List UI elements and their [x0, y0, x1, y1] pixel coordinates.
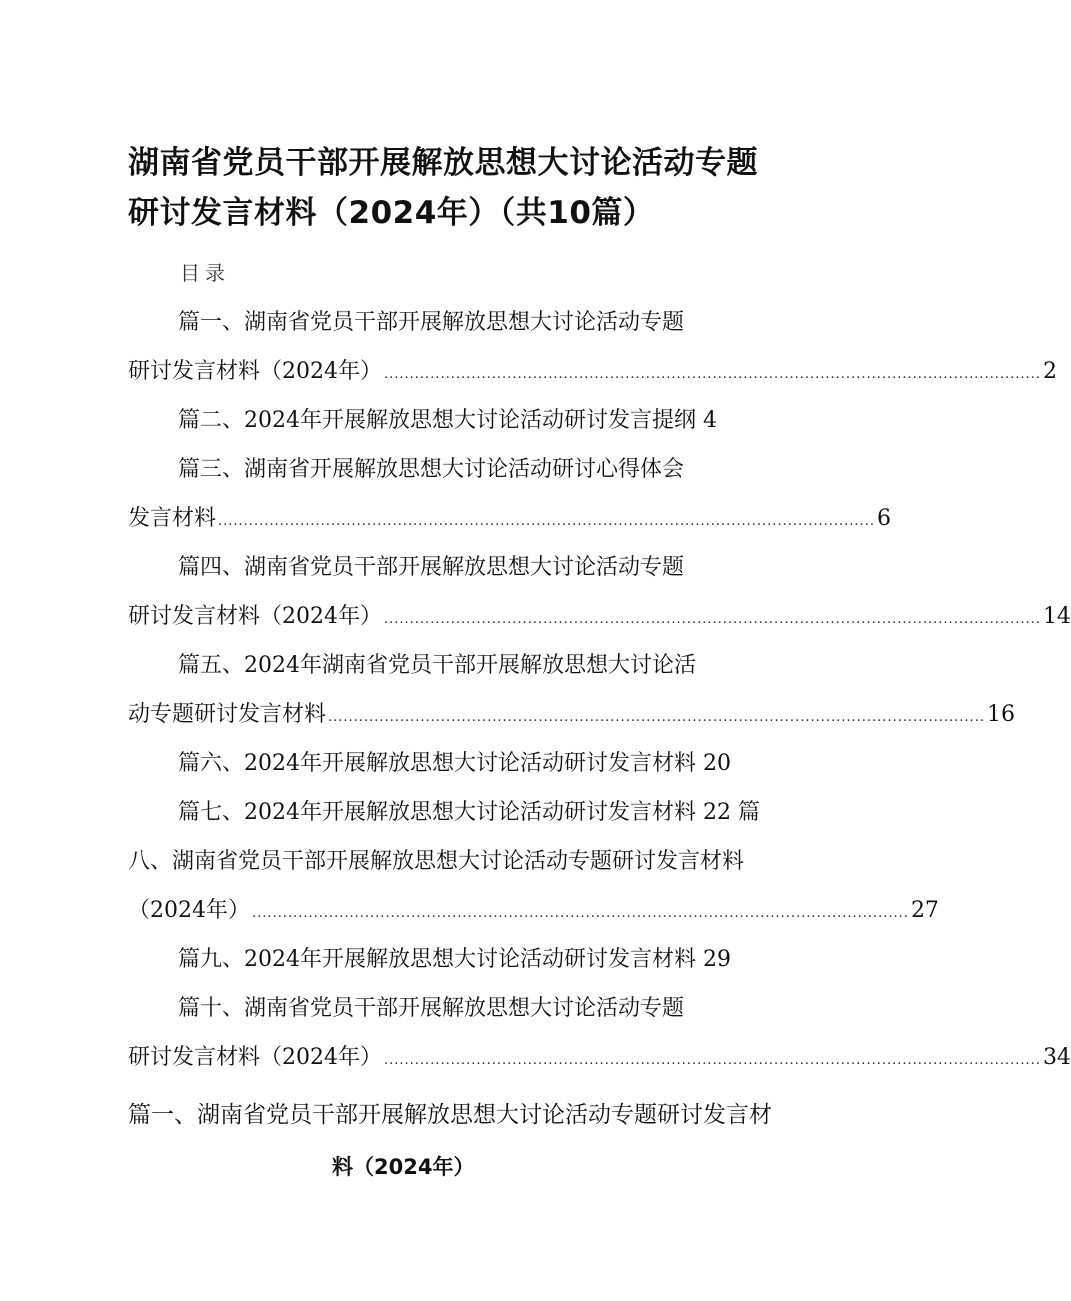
- toc-entry-10-page: 34: [1042, 1045, 1071, 1070]
- section-heading-line-1: 篇一、湖南省党员干部开展解放思想大讨论活动专题研讨发言材: [128, 1102, 772, 1128]
- toc-entry-4-text: 研讨发言材料（2024年）: [128, 604, 382, 629]
- toc-entry-1-page: 2: [1042, 359, 1057, 384]
- toc-entry-4-line-2[interactable]: [128, 602, 1071, 635]
- toc-entry-1-line-2[interactable]: [128, 357, 1057, 390]
- toc-entry-5-line-2[interactable]: [128, 700, 1015, 733]
- toc-entry-5-leader: ................................................................................................................................: [328, 710, 985, 725]
- toc-entry-5-line-1[interactable]: 篇五、2024年湖南省党员干部开展解放思想大讨论活: [178, 653, 696, 678]
- toc-entry-6-page: 20: [703, 751, 731, 776]
- toc-entry-8-line-2[interactable]: [128, 896, 939, 929]
- document-title: [128, 138, 818, 238]
- toc-entry-1-leader: ................................................................................................................................: [384, 367, 1041, 382]
- toc-entry-3-text: 发言材料: [128, 506, 217, 531]
- toc-entry-2-page: 4: [703, 408, 717, 433]
- toc-entry-3-page: 6: [876, 506, 891, 531]
- toc-entry-6-text: 篇六、2024年开展解放思想大讨论活动研讨发言材料: [178, 751, 696, 776]
- toc-entry-10-leader: ................................................................................................................................: [384, 1053, 1041, 1068]
- toc-entry-2-text: 篇二、2024年开展解放思想大讨论活动研讨发言提纲: [178, 408, 696, 433]
- toc-entry-1-line-1[interactable]: 篇一、湖南省党员干部开展解放思想大讨论活动专题: [178, 310, 685, 335]
- document-title-line-1: 湖南省党员干部开展解放思想大讨论活动专题: [128, 145, 758, 181]
- toc-entry-9-page: 29: [703, 947, 731, 972]
- section-heading-line-2: 料（2024年）: [332, 1155, 475, 1179]
- toc-entry-10-text: 研讨发言材料（2024年）: [128, 1045, 382, 1070]
- toc-entry-5-text: 动专题研讨发言材料: [128, 702, 327, 727]
- toc-label: 目录: [180, 261, 230, 285]
- toc-entry-2[interactable]: [178, 406, 717, 436]
- toc-entry-9[interactable]: [178, 945, 731, 975]
- toc-entry-8-leader: ................................................................................................................................: [252, 906, 909, 921]
- toc-entry-9-text: 篇九、2024年开展解放思想大讨论活动研讨发言材料: [178, 947, 696, 972]
- toc-entry-7-line-1[interactable]: 篇七、2024年开展解放思想大讨论活动研讨发言材料 22 篇: [178, 800, 760, 825]
- toc-entry-3-line-1[interactable]: 篇三、湖南省开展解放思想大讨论活动研讨心得体会: [178, 457, 685, 482]
- toc-entry-1-text: 研讨发言材料（2024年）: [128, 359, 382, 384]
- toc-entry-4-leader: ................................................................................................................................: [384, 612, 1041, 627]
- toc-entry-3-line-2[interactable]: [128, 504, 891, 537]
- toc-entry-10-line-2[interactable]: [128, 1043, 1071, 1076]
- toc-entry-4-line-1[interactable]: 篇四、湖南省党员干部开展解放思想大讨论活动专题: [178, 555, 685, 580]
- toc-entry-4-page: 14: [1042, 604, 1071, 629]
- toc-entry-8-page: 27: [910, 898, 939, 923]
- toc-entry-5-page: 16: [986, 702, 1015, 727]
- document-title-line-2: 研讨发言材料（2024年）（共10篇）: [128, 195, 655, 231]
- toc-entry-10-line-1[interactable]: 篇十、湖南省党员干部开展解放思想大讨论活动专题: [178, 996, 685, 1021]
- toc-entry-3-leader: ................................................................................................................................: [218, 514, 875, 529]
- toc-entry-8-line-1[interactable]: 八、湖南省党员干部开展解放思想大讨论活动专题研讨发言材料: [128, 849, 745, 874]
- toc-entry-6[interactable]: [178, 749, 731, 779]
- toc-entry-8-text: （2024年）: [128, 898, 250, 923]
